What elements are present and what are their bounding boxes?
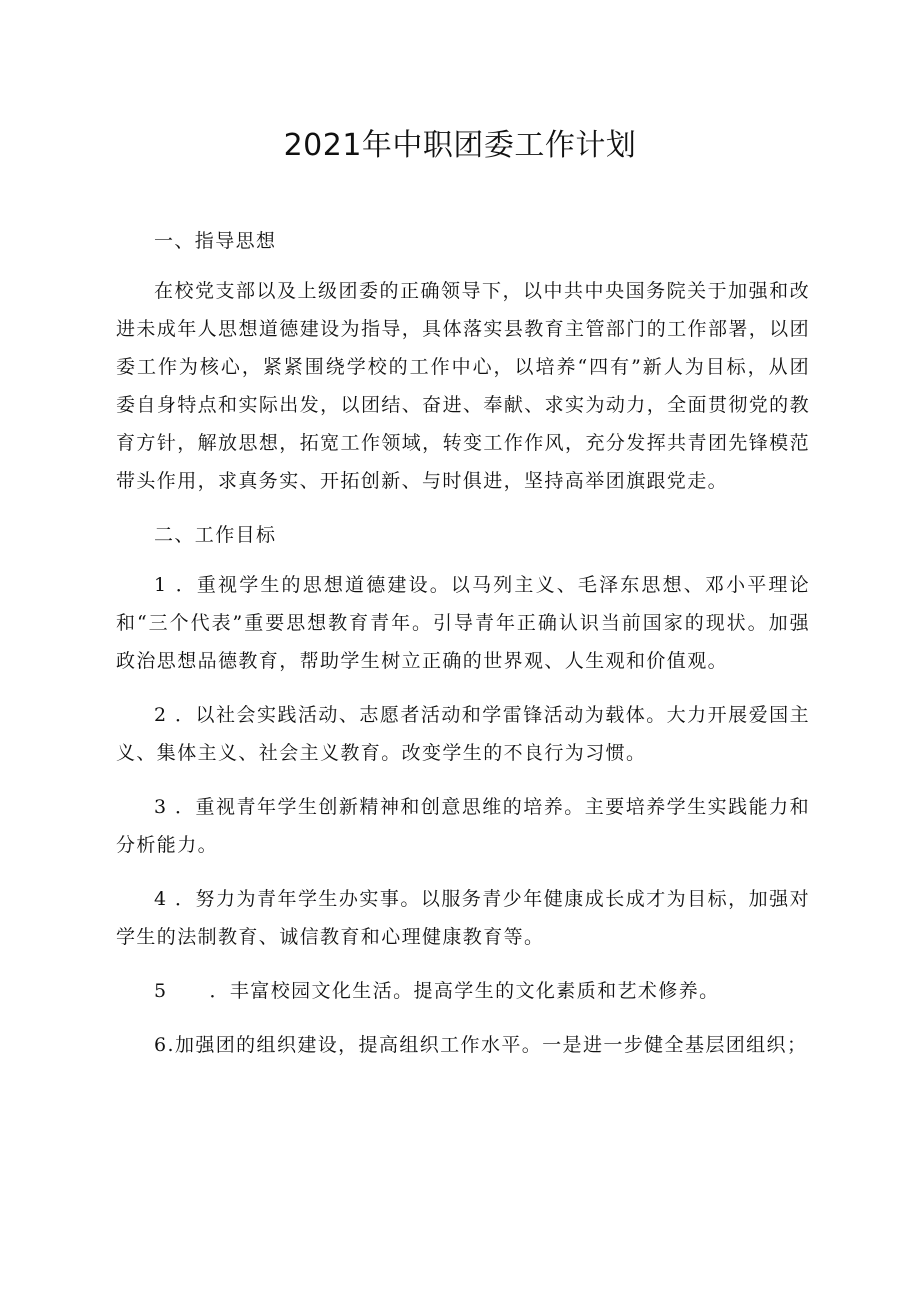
list-item-number: 4 — [154, 888, 168, 910]
list-item-number: 6 — [154, 1034, 168, 1056]
list-item — [116, 972, 810, 1010]
list-item — [116, 880, 810, 956]
list-item — [116, 566, 810, 680]
list-item — [116, 696, 810, 772]
section-heading-work-goals: 二、工作目标 — [154, 524, 277, 546]
paragraph-guiding-ideology: 在校党支部以及上级团委的正确领导下，以中共中央国务院关于加强和改进未成年人思想道德建设为指导，具体落实县教育主管部门的工作部署，以团委工作为核心，紧紧围绕学校的工作中心，以培养“四有”新人为目标，从团委自身特点和实际出发，以团结、奋进、奉献、求实为动力，全面贯彻党的教育方针，解放思想，拓宽工作领域，转变工作作风，充分发挥共青团先锋模范带头作用，求真务实、开拓创新、与时俱进，坚持高举团旗跟党走。 — [116, 280, 810, 492]
list-item-number: 5 — [154, 980, 168, 1002]
list-item-text: ．努力为青年学生办实事。以服务青少年健康成长成才为目标，加强对学生的法制教育、诚信教育和心理健康教育等。 — [116, 888, 810, 948]
document-title: 2021年中职团委工作计划 — [283, 128, 637, 163]
list-item-number: 2 — [154, 704, 168, 726]
list-item — [116, 1026, 810, 1064]
list-item-number: 3 — [154, 796, 168, 818]
list-item-text: ．以社会实践活动、志愿者活动和学雷锋活动为载体。大力开展爱国主义、集体主义、社会主义教育。改变学生的不良行为习惯。 — [116, 704, 810, 764]
list-item-text: .加强团的组织建设，提高组织工作水平。一是进一步健全基层团组织； — [167, 1034, 808, 1056]
list-item-text: ．重视学生的思想道德建设。以马列主义、毛泽东思想、邓小平理论和“三个代表”重要思想教育青年。引导青年正确认识当前国家的现状。加强政治思想品德教育，帮助学生树立正确的世界观、人生观和价值观。 — [116, 574, 810, 672]
list-item-number: 1 — [154, 574, 168, 596]
document-body — [116, 222, 810, 1064]
list-item-text: ．重视青年学生创新精神和创意思维的培养。主要培养学生实践能力和分析能力。 — [116, 796, 810, 856]
list-item — [116, 788, 810, 864]
list-item-text: ．丰富校园文化生活。提高学生的文化素质和艺术修养。 — [209, 980, 720, 1002]
section-heading-guiding-ideology: 一、指导思想 — [154, 230, 277, 252]
